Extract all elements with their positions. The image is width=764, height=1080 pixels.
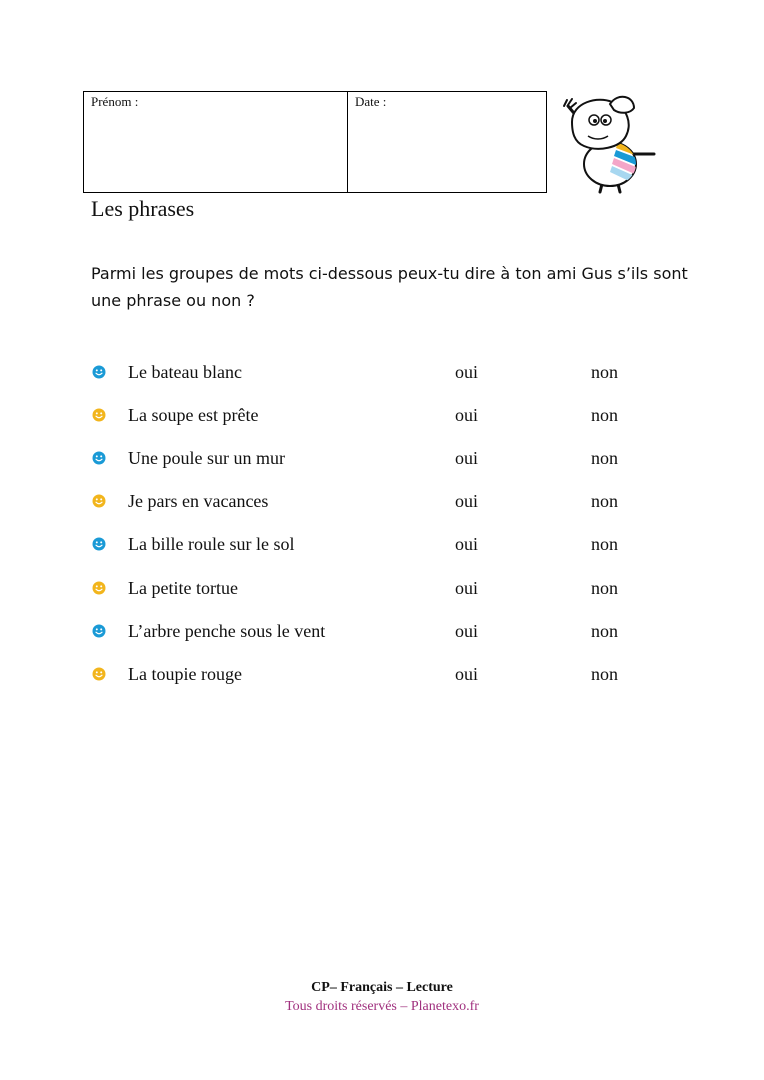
list-item: [0, 404, 764, 434]
phrase-text: L’arbre penche sous le vent: [128, 621, 326, 641]
answer-oui[interactable]: oui: [455, 405, 479, 425]
phrase-text: La bille roule sur le sol: [128, 534, 295, 554]
answer-non[interactable]: non: [591, 578, 618, 598]
answer-oui[interactable]: oui: [455, 448, 479, 468]
name-date-box: [83, 91, 547, 193]
phrase-text: Le bateau blanc: [128, 362, 242, 382]
page-title: Les phrases: [91, 196, 195, 221]
phrase-text: La petite tortue: [128, 578, 238, 598]
list-item: [0, 620, 764, 650]
list-item: [0, 447, 764, 477]
phrase-text: La soupe est prête: [128, 405, 259, 425]
answer-oui[interactable]: oui: [455, 664, 479, 684]
smiley-blue-icon: [92, 365, 106, 379]
instruction-text: Parmi les groupes de mots ci-dessous peux-tu dire à ton ami Gus s’ils sont une phrase ou non ?: [91, 264, 688, 310]
prenom-label: Prénom :: [91, 94, 139, 109]
list-item: [0, 361, 764, 391]
answer-non[interactable]: non: [591, 362, 618, 382]
list-item: [0, 577, 764, 607]
answer-non[interactable]: non: [591, 491, 618, 511]
smiley-blue-icon: [92, 624, 106, 638]
phrase-text: La toupie rouge: [128, 664, 242, 684]
smiley-yellow-icon: [92, 667, 106, 681]
answer-non[interactable]: non: [591, 534, 618, 554]
sheep-mascot-icon: [558, 92, 662, 196]
date-cell: [348, 92, 546, 192]
answer-non[interactable]: non: [591, 664, 618, 684]
answer-non[interactable]: non: [591, 405, 618, 425]
smiley-blue-icon: [92, 537, 106, 551]
smiley-yellow-icon: [92, 494, 106, 508]
phrase-text: Je pars en vacances: [128, 491, 269, 511]
date-label: Date :: [355, 94, 387, 109]
footer-copyright: Tous droits réservés – Planetexo.fr: [285, 999, 479, 1014]
list-item: [0, 533, 764, 563]
smiley-yellow-icon: [92, 408, 106, 422]
footer-subject: CP– Français – Lecture: [311, 980, 453, 995]
answer-non[interactable]: non: [591, 448, 618, 468]
answer-oui[interactable]: oui: [455, 491, 479, 511]
answer-oui[interactable]: oui: [455, 621, 479, 641]
smiley-yellow-icon: [92, 581, 106, 595]
prenom-cell: [84, 92, 348, 192]
smiley-blue-icon: [92, 451, 106, 465]
phrase-text: Une poule sur un mur: [128, 448, 285, 468]
answer-oui[interactable]: oui: [455, 578, 479, 598]
answer-oui[interactable]: oui: [455, 362, 479, 382]
list-item: [0, 663, 764, 693]
list-item: [0, 490, 764, 520]
answer-oui[interactable]: oui: [455, 534, 479, 554]
answer-non[interactable]: non: [591, 621, 618, 641]
